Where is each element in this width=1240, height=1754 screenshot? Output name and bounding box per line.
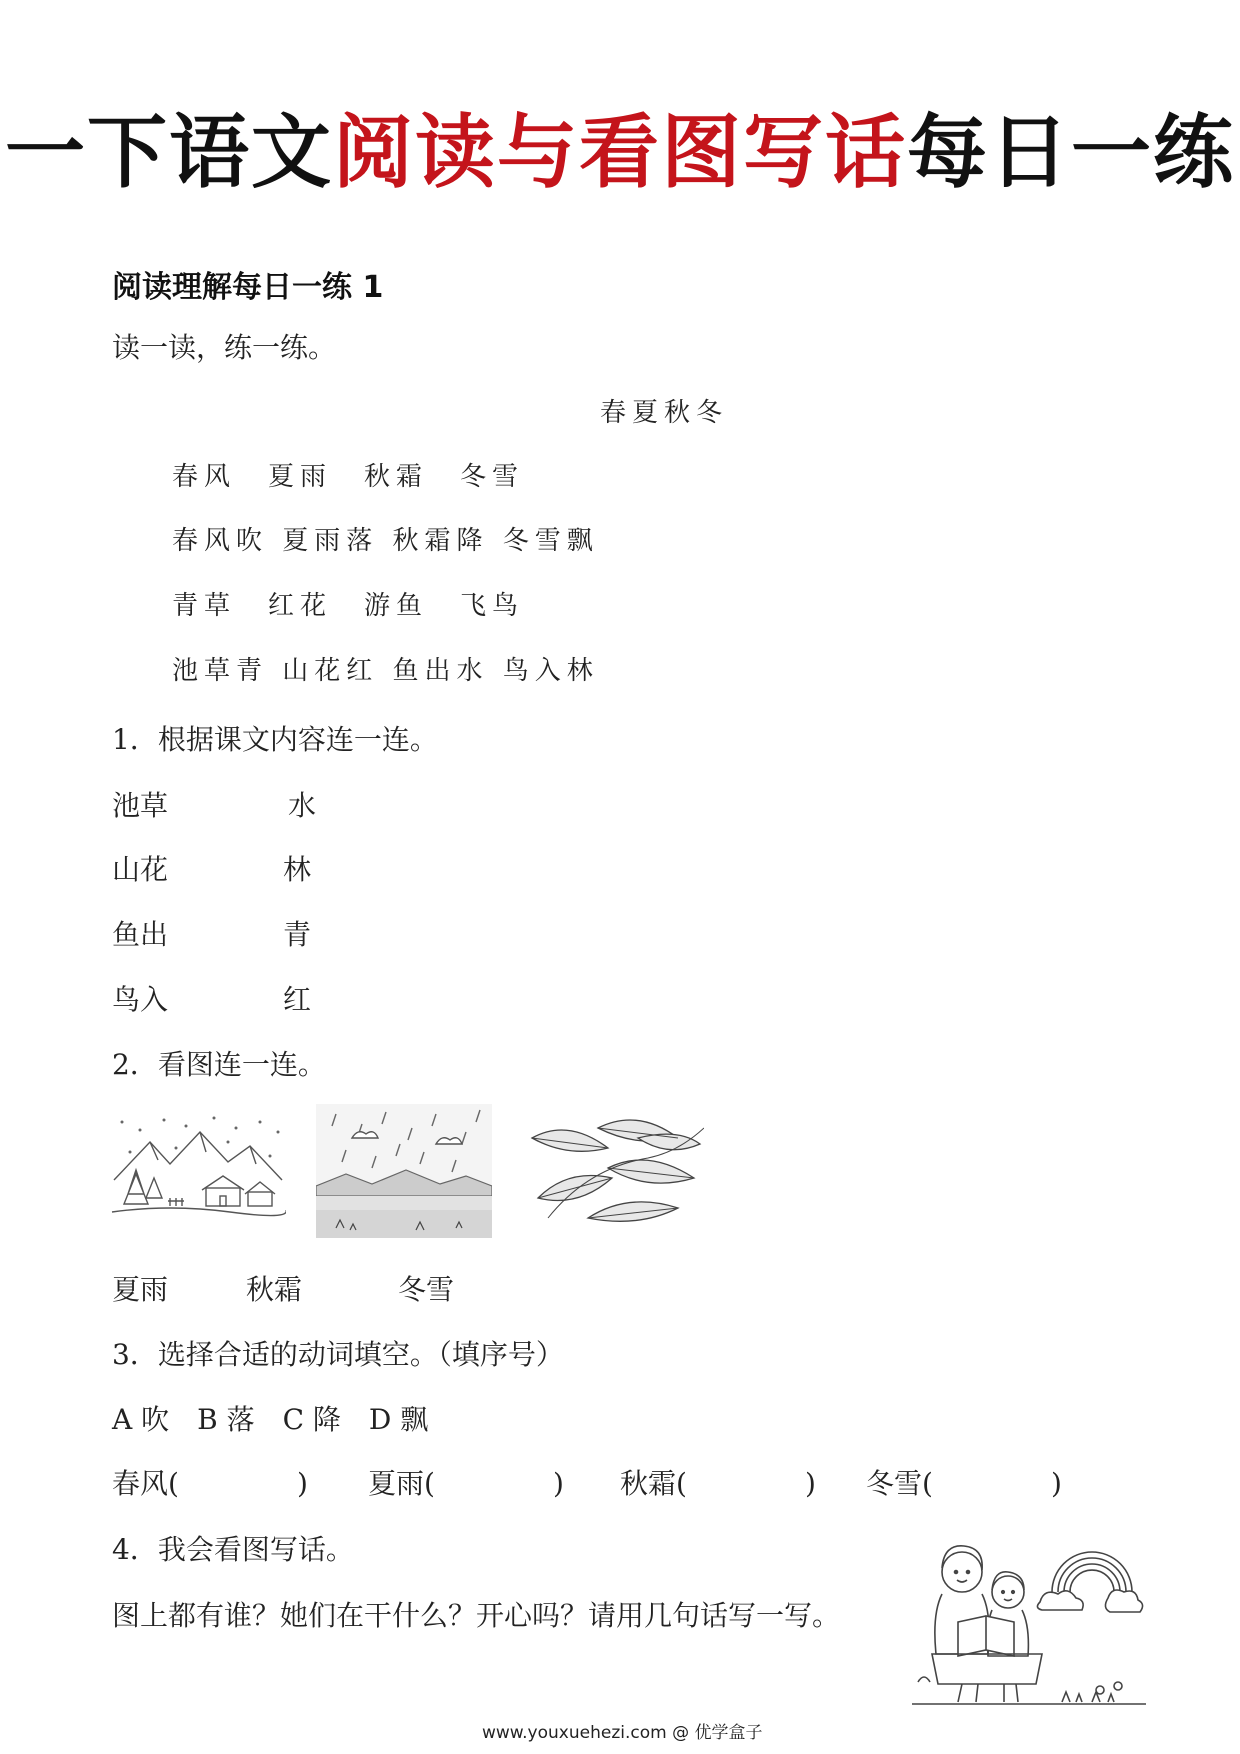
q2-label-3: 冬雪 [398,1273,455,1306]
q1-right-3: 青 [283,918,312,951]
title-part-1: 一下语文 [5,106,333,199]
q3-blank-2[interactable] [368,1462,564,1502]
q3-prompt: 3．选择合适的动词填空。（填序号） [112,1338,564,1371]
poem-line-4: 池草青 山花红 鱼出水 鸟入林 [172,656,599,686]
q1-right-2: 林 [283,853,312,886]
q3-blank-4-close: ) [1050,1467,1062,1500]
q1-left-4: 鸟入 [112,983,169,1016]
q1-left-3: 鱼出 [112,918,169,951]
q3-blank-2-close: ) [552,1467,564,1500]
q1-left-1: 池草 [112,789,169,822]
q3-blank-1-close: ) [296,1467,308,1500]
poem-line-1: 春风 夏雨 秋霜 冬雪 [172,462,525,492]
q2-prompt: 2．看图连一连。 [112,1048,326,1081]
q4-question: 图上都有谁？她们在干什么？开心吗？请用几句话写一写。 [112,1599,841,1632]
q1-right-1: 水 [288,789,317,822]
winter-snow-picture [110,1112,286,1226]
q3-blank-3-close: ) [804,1467,816,1500]
footer-url: www.youxuehezi.com @ 优学盒子 [482,1723,763,1743]
poem-title: 春夏秋冬 [600,398,729,428]
q3-blank-3-label: 秋霜( [620,1467,687,1500]
poem-line-2: 春风吹 夏雨落 秋霜降 冬雪飘 [172,526,599,556]
q1-right-4: 红 [283,983,312,1016]
q3-blank-1[interactable] [112,1462,308,1502]
section-title: 阅读理解每日一练 1 [112,270,384,305]
q3-blank-4[interactable] [866,1462,1062,1502]
title-part-3: 每日一练 [907,106,1235,199]
page-title [0,88,1240,203]
q2-label-1: 夏雨 [112,1273,169,1306]
q3-options: A 吹 B 落 C 降 D 飘 [112,1403,429,1436]
q1-prompt: 1．根据课文内容连一连。 [112,723,438,756]
q4-prompt: 4．我会看图写话。 [112,1533,354,1566]
summer-rain-picture [316,1104,492,1238]
q3-blank-4-label: 冬雪( [866,1467,933,1500]
q3-blank-2-label: 夏雨( [368,1467,435,1500]
instruction: 读一读，练一练。 [112,331,337,364]
q3-blank-1-label: 春风( [112,1467,179,1500]
title-part-2: 阅读与看图写话 [333,106,907,199]
autumn-leaves-picture [528,1108,704,1228]
q3-blank-3[interactable] [620,1462,816,1502]
poem-line-3: 青草 红花 游鱼 飞鸟 [172,591,525,621]
mother-daughter-reading-picture [912,1532,1146,1712]
q1-left-2: 山花 [112,853,169,886]
q2-label-2: 秋霜 [246,1273,303,1306]
